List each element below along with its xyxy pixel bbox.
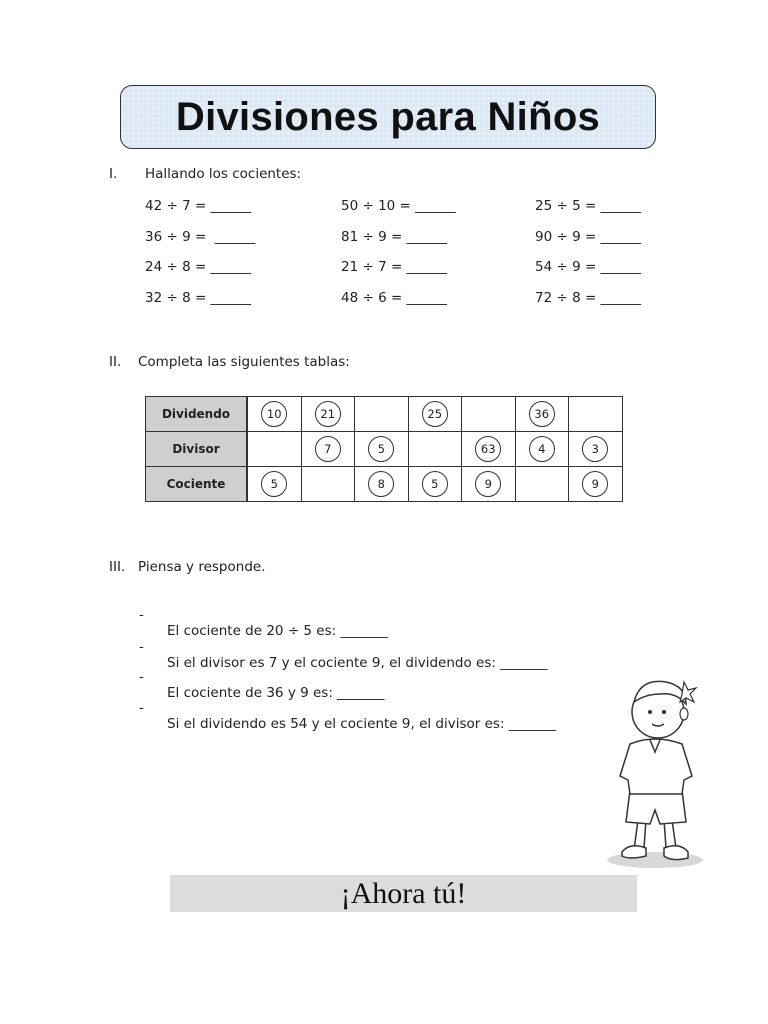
table-cell <box>569 467 623 502</box>
equation: 42 ÷ 7 = ______ <box>145 198 252 214</box>
question-text: El cociente de 36 y 9 es: _______ <box>167 685 385 701</box>
equation: 54 ÷ 9 = ______ <box>535 259 642 275</box>
page-title: Divisiones para Niños <box>175 94 601 139</box>
banner-text: ¡Ahora tú! <box>340 876 467 910</box>
table-cell <box>301 432 355 467</box>
equation: 81 ÷ 9 = ______ <box>341 229 448 245</box>
equation: 32 ÷ 8 = ______ <box>145 290 252 306</box>
bullet-dash: - <box>139 607 144 623</box>
table-cell[interactable] <box>355 397 409 432</box>
table-cell[interactable] <box>462 397 516 432</box>
equation: 90 ÷ 9 = ______ <box>535 229 642 245</box>
title-box <box>120 85 656 149</box>
question-text: Si el divisor es 7 y el cociente 9, el dividendo es: _______ <box>167 655 548 671</box>
equation: 72 ÷ 8 = ______ <box>535 290 642 306</box>
circled-number: 5 <box>422 471 448 497</box>
equation: 24 ÷ 8 = ______ <box>145 259 252 275</box>
table-row <box>146 467 623 502</box>
equation: 50 ÷ 10 = ______ <box>341 198 456 214</box>
section-3-heading <box>109 559 266 575</box>
table-cell <box>408 397 462 432</box>
section-2-heading <box>109 354 350 370</box>
equation: 36 ÷ 9 = ______ <box>145 229 256 245</box>
table-cell <box>355 467 409 502</box>
circled-number: 5 <box>368 436 394 462</box>
circled-number: 63 <box>475 436 501 462</box>
circled-number: 5 <box>261 471 287 497</box>
row-header: Dividendo <box>146 397 248 432</box>
circled-number: 3 <box>582 436 608 462</box>
circled-number: 9 <box>582 471 608 497</box>
table-cell[interactable] <box>569 397 623 432</box>
table-cell <box>301 397 355 432</box>
section-1-title: Hallando los cocientes: <box>145 166 302 182</box>
table-row <box>146 432 623 467</box>
table-cell <box>515 397 569 432</box>
table-cell <box>462 467 516 502</box>
section-1-heading <box>109 166 302 182</box>
table-cell <box>355 432 409 467</box>
banner <box>170 875 637 912</box>
section-1-number: I. <box>109 166 118 182</box>
bullet-dash: - <box>139 639 144 655</box>
section-2-title: Completa las siguientes tablas: <box>138 354 350 370</box>
table-cell <box>515 432 569 467</box>
equation: 21 ÷ 7 = ______ <box>341 259 448 275</box>
section-3-number: III. <box>109 559 126 575</box>
row-header: Cociente <box>146 467 248 502</box>
table-cell[interactable] <box>247 432 301 467</box>
table-cell[interactable] <box>515 467 569 502</box>
bullet-dash: - <box>139 669 144 685</box>
table-cell <box>569 432 623 467</box>
section-3-title: Piensa y responde. <box>138 559 266 575</box>
table-cell[interactable] <box>408 432 462 467</box>
circled-number: 9 <box>475 471 501 497</box>
section-2-number: II. <box>109 354 122 370</box>
table-row <box>146 397 623 432</box>
equation: 25 ÷ 5 = ______ <box>535 198 642 214</box>
table-cell <box>247 397 301 432</box>
circled-number: 36 <box>529 401 555 427</box>
equation: 48 ÷ 6 = ______ <box>341 290 448 306</box>
circled-number: 10 <box>261 401 287 427</box>
circled-number: 4 <box>529 436 555 462</box>
question-text: Si el dividendo es 54 y el cociente 9, el divisor es: _______ <box>167 716 557 732</box>
circled-number: 21 <box>315 401 341 427</box>
table-cell <box>462 432 516 467</box>
table-cell <box>247 467 301 502</box>
bullet-dash: - <box>139 700 144 716</box>
table-cell[interactable] <box>301 467 355 502</box>
question-text: El cociente de 20 ÷ 5 es: _______ <box>167 623 388 639</box>
table-cell <box>408 467 462 502</box>
row-header: Divisor <box>146 432 248 467</box>
circled-number: 25 <box>422 401 448 427</box>
division-table <box>145 396 623 502</box>
circled-number: 7 <box>315 436 341 462</box>
boy-cartoon-icon <box>600 672 710 872</box>
circled-number: 8 <box>368 471 394 497</box>
